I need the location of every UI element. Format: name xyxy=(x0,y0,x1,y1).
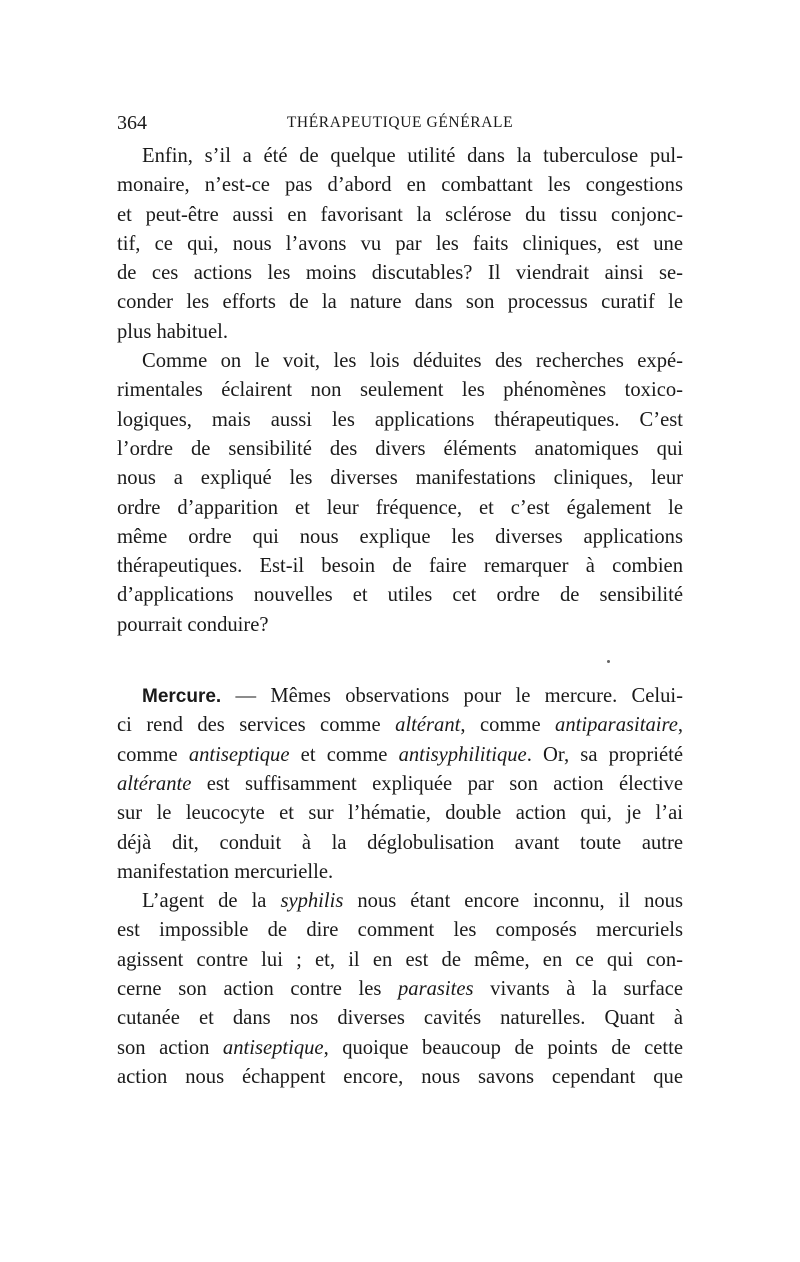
text-line: action nous échappent encore, nous savons cependant que xyxy=(117,1065,683,1088)
text-line: cerne son action contre les parasites vivants à la surface xyxy=(117,978,683,1001)
paragraph-mercure xyxy=(117,682,683,887)
text-line: Mercure. — Mêmes observations pour le mercure. Celui- xyxy=(142,685,683,708)
text-line: thérapeutiques. Est-il besoin de faire remarquer à combien xyxy=(117,555,683,578)
text-line: cutanée et dans nos diverses cavités naturelles. Quant à xyxy=(117,1007,683,1030)
text-line: plus habituel. xyxy=(117,320,228,343)
text-line: déjà dit, conduit à la déglobulisation avant toute autre xyxy=(117,831,683,854)
text-line: d’applications nouvelles et utiles cet ordre de sensibilité xyxy=(117,584,683,607)
text-line: ordre d’apparition et leur fréquence, et c’est également le xyxy=(117,496,683,519)
book-page xyxy=(117,112,683,1092)
running-title: THÉRAPEUTIQUE GÉNÉRALE xyxy=(286,114,514,131)
running-head xyxy=(117,112,683,142)
text-line: l’ordre de sensibilité des divers éléments anatomiques qui xyxy=(117,437,683,460)
paragraph-tuberculose xyxy=(117,142,683,347)
section-gap xyxy=(117,640,683,682)
text-line: comme antiseptique et comme antisyphilitique. Or, sa propriété xyxy=(117,743,683,766)
text-line: est impossible de dire comment les composés mercuriels xyxy=(117,919,683,942)
paragraph-lois xyxy=(117,347,683,640)
text-line: de ces actions les moins discutables? Il viendrait ainsi se- xyxy=(117,262,683,285)
text-line: logiques, mais aussi les applications thérapeutiques. C’est xyxy=(117,408,683,431)
section-heading: Mercure. xyxy=(142,686,222,708)
text-line: nous a expliqué les diverses manifestations cliniques, leur xyxy=(117,467,683,490)
text-line: L’agent de la syphilis nous étant encore inconnu, il nous xyxy=(142,890,683,913)
text-line: tif, ce qui, nous l’avons vu par les faits cliniques, est une xyxy=(117,232,683,255)
text-line: manifestation mercurielle. xyxy=(117,860,334,883)
text-line: altérante est suffisamment expliquée par son action élective xyxy=(117,772,683,795)
text-line: ci rend des services comme altérant, comme antiparasitaire, xyxy=(117,714,684,737)
ink-speck xyxy=(607,660,610,663)
text-line: son action antiseptique, quoique beaucoup de points de cette xyxy=(117,1036,683,1059)
text-line: conder les efforts de la nature dans son processus curatif le xyxy=(117,291,683,314)
text-line: Comme on le voit, les lois déduites des recherches expé- xyxy=(142,350,683,373)
paragraph-syphilis xyxy=(117,887,683,1092)
text-line: sur le leucocyte et sur l’hématie, double action qui, je l’ai xyxy=(117,802,683,825)
text-line: monaire, n’est-ce pas d’abord en combattant les congestions xyxy=(117,174,683,197)
text-line: pourrait conduire? xyxy=(117,613,269,636)
text-line: rimentales éclairent non seulement les phénomènes toxico- xyxy=(117,379,683,402)
page-number: 364 xyxy=(117,112,147,134)
text-line: agissent contre lui ; et, il en est de même, en ce qui con- xyxy=(117,948,683,971)
text-line: Enfin, s’il a été de quelque utilité dans la tuberculose pul- xyxy=(142,145,683,167)
text-line: même ordre qui nous explique les diverses applications xyxy=(117,525,683,548)
text-line: et peut-être aussi en favorisant la sclérose du tissu conjonc- xyxy=(117,203,683,226)
